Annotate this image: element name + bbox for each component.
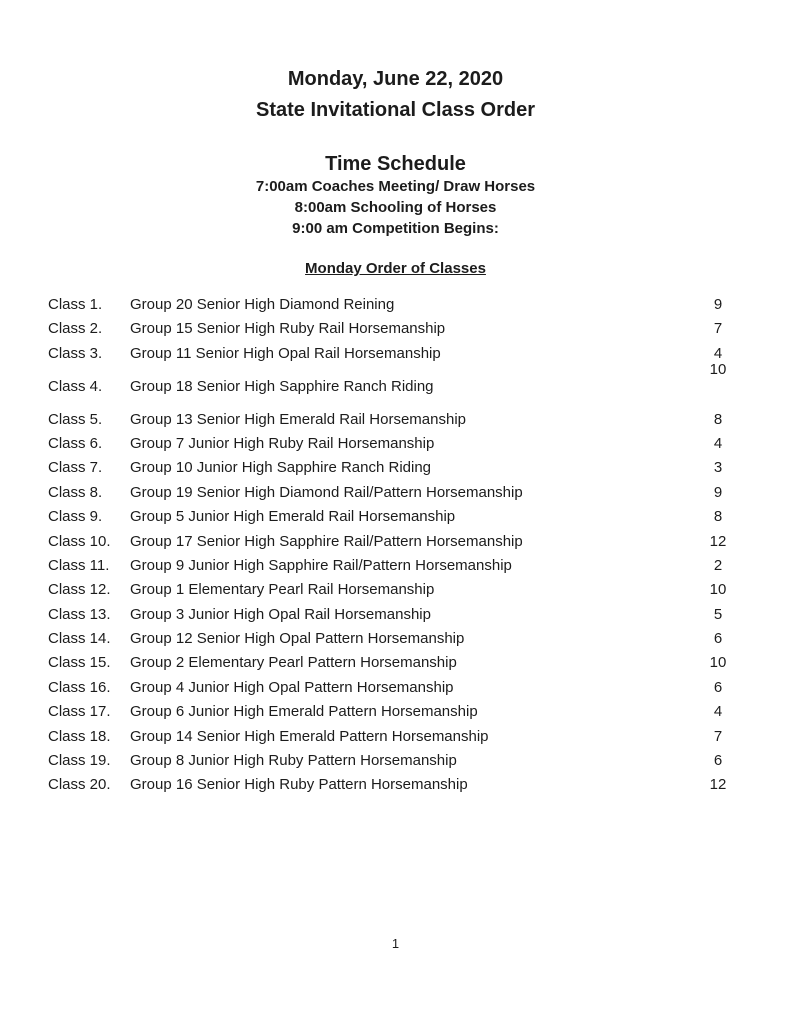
class-entry-count: 8: [713, 508, 723, 526]
class-description: Group 17 Senior High Sapphire Rail/Pattern Horsemanship: [130, 532, 523, 550]
class-number: Class 16.: [48, 678, 111, 696]
class-number: Class 20.: [48, 776, 111, 794]
class-entry-count: 2: [713, 556, 723, 574]
class-description: Group 2 Elementary Pearl Pattern Horsemanship: [130, 654, 457, 672]
class-number: Class 10.: [48, 532, 111, 550]
class-number: Class 6.: [48, 434, 103, 452]
class-description: Group 6 Junior High Emerald Pattern Horsemanship: [130, 703, 478, 721]
class-description: Group 19 Senior High Diamond Rail/Pattern Horsemanship: [130, 483, 523, 501]
class-entry-count: 6: [713, 752, 723, 770]
page-number: 1: [391, 936, 400, 951]
class-row-8: [0, 481, 791, 505]
class-entry-count: 10: [709, 360, 727, 378]
class-entry-count: 9: [713, 296, 723, 313]
class-list: [0, 293, 791, 798]
class-row-7: [0, 456, 791, 480]
class-entry-count: 4: [713, 434, 723, 452]
class-description: Group 16 Senior High Ruby Pattern Horsemanship: [130, 776, 468, 794]
class-entry-count: 12: [709, 532, 727, 550]
class-row-6: [0, 432, 791, 456]
class-description: Group 7 Junior High Ruby Rail Horsemanship: [130, 434, 435, 452]
order-of-classes-heading: Monday Order of Classes: [305, 260, 486, 277]
class-number: Class 12.: [48, 581, 111, 599]
class-row-16: [0, 676, 791, 700]
class-description: Group 13 Senior High Emerald Rail Horsemanship: [130, 410, 466, 428]
time-schedule-section: [0, 152, 791, 239]
class-entry-count: 3: [713, 459, 723, 477]
class-number: Class 8.: [48, 483, 103, 501]
class-number: Class 9.: [48, 508, 103, 526]
class-row-2: [0, 317, 791, 341]
class-number: Class 15.: [48, 654, 111, 672]
class-number: Class 4.: [48, 377, 103, 395]
class-entry-count: 12: [709, 776, 727, 794]
class-description: Group 9 Junior High Sapphire Rail/Pattern Horsemanship: [130, 556, 512, 574]
class-description: Group 14 Senior High Emerald Pattern Horsemanship: [130, 727, 489, 745]
class-entry-count: 4: [713, 703, 723, 721]
class-description: Group 20 Senior High Diamond Reining: [130, 296, 395, 313]
class-number: Class 5.: [48, 410, 103, 428]
class-description: Group 5 Junior High Emerald Rail Horsemanship: [130, 508, 456, 526]
schedule-line-competition: 9:00 am Competition Begins:: [292, 220, 499, 237]
schedule-line-coaches-meeting: 7:00am Coaches Meeting/ Draw Horses: [255, 178, 536, 195]
class-entry-count: 7: [713, 320, 723, 338]
class-number: Class 14.: [48, 630, 111, 648]
schedule-line-schooling: 8:00am Schooling of Horses: [294, 199, 497, 216]
class-row-3: [0, 342, 791, 366]
class-entry-count: 7: [713, 727, 723, 745]
class-row-5: [0, 408, 791, 432]
class-description: Group 12 Senior High Opal Pattern Horsemanship: [130, 630, 465, 648]
class-description: Group 1 Elementary Pearl Rail Horsemanship: [130, 581, 435, 599]
class-number: Class 17.: [48, 703, 111, 721]
class-description: Group 8 Junior High Ruby Pattern Horsemanship: [130, 752, 457, 770]
class-entry-count: 5: [713, 605, 723, 623]
class-number: Class 11.: [48, 556, 110, 574]
class-entry-count: 4: [713, 344, 723, 362]
class-description: Group 3 Junior High Opal Rail Horsemanship: [130, 605, 431, 623]
class-number: Class 2.: [48, 320, 103, 338]
class-row-4: [0, 360, 791, 399]
class-number: Class 1.: [48, 296, 103, 313]
date-title: Monday, June 22, 2020: [287, 68, 504, 90]
class-description: Group 10 Junior High Sapphire Ranch Riding: [130, 459, 432, 477]
class-number: Class 13.: [48, 605, 111, 623]
class-row-18: [0, 725, 791, 749]
class-description: Group 11 Senior High Opal Rail Horsemanship: [130, 344, 441, 362]
class-row-17: [0, 700, 791, 724]
class-description: Group 15 Senior High Ruby Rail Horsemanship: [130, 320, 446, 338]
time-schedule-heading: Time Schedule: [325, 153, 466, 175]
class-entry-count: 10: [709, 654, 727, 672]
class-row-1: [0, 293, 791, 317]
class-entry-count: 6: [713, 630, 723, 648]
class-row-20: [0, 773, 791, 797]
class-row-15: [0, 651, 791, 675]
class-entry-count: 8: [713, 410, 723, 428]
class-number: Class 18.: [48, 727, 111, 745]
class-row-13: [0, 603, 791, 627]
class-description: Group 18 Senior High Sapphire Ranch Riding: [130, 377, 434, 395]
class-row-12: [0, 578, 791, 602]
event-title: State Invitational Class Order: [256, 99, 535, 121]
class-entry-count: 6: [713, 678, 723, 696]
class-row-19: [0, 749, 791, 773]
class-entry-count: 9: [713, 483, 723, 501]
class-number: Class 19.: [48, 752, 111, 770]
class-row-9: [0, 505, 791, 529]
class-row-10: [0, 530, 791, 554]
class-row-11: [0, 554, 791, 578]
class-number: Class 7.: [48, 459, 103, 477]
class-number: Class 3.: [48, 344, 103, 362]
class-entry-count: 10: [709, 581, 727, 599]
class-description: Group 4 Junior High Opal Pattern Horsemanship: [130, 678, 454, 696]
class-row-14: [0, 627, 791, 651]
